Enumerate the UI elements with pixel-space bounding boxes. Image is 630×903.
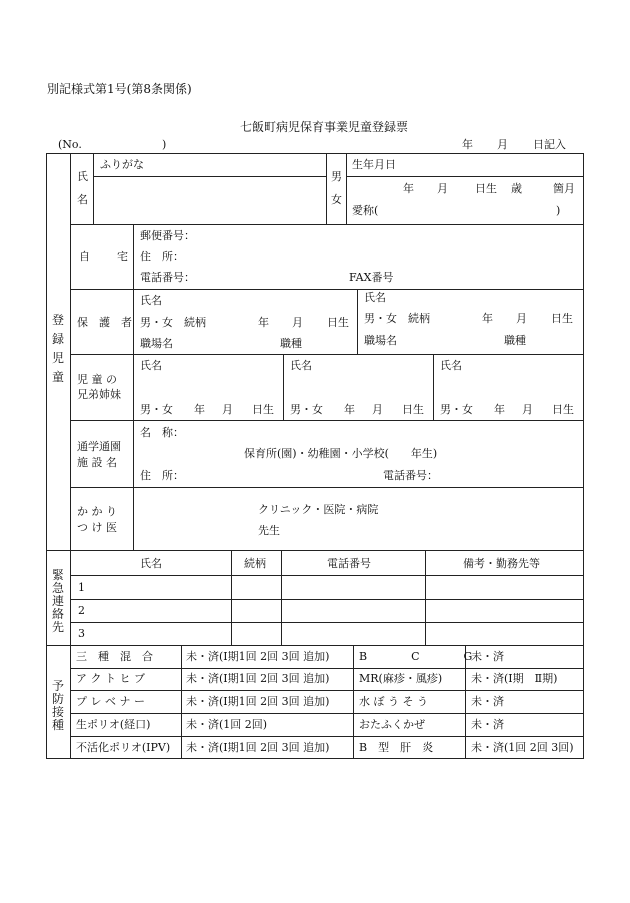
birth-date-label: 生年月日 (352, 158, 396, 171)
emergency-header-notes: 備考・勤務先等 (463, 557, 540, 570)
child-name-field[interactable] (94, 177, 325, 223)
school-name-label: 名 称： (140, 426, 184, 439)
school-type-options[interactable]: 保育所(園)・幼稚園・小学校( 年生) (244, 447, 438, 460)
date-month: 月 (497, 138, 508, 151)
siblings-label-2: 兄弟姉妹 (77, 388, 121, 401)
school-phone-label: 電話番号： (383, 469, 438, 482)
address-label: 住 所： (140, 250, 184, 263)
doctor-sensei-label: 先生 (258, 524, 280, 537)
home-label-2: 宅 (117, 250, 128, 263)
emergency-row-3: 3 (78, 627, 85, 640)
form-reference: 別記様式第1号(第8条関係) (47, 82, 192, 96)
date-year: 年 (462, 138, 473, 151)
school-label-1: 通学通園 (77, 440, 121, 453)
number-label: (No. (58, 138, 82, 151)
emergency-header-phone: 電話番号 (327, 557, 371, 570)
emergency-row-1: 1 (78, 581, 85, 594)
postal-code-label: 郵便番号： (140, 229, 195, 242)
sex-female[interactable]: 女 (331, 193, 342, 206)
date-written: 日記入 (533, 138, 566, 151)
emergency-header-relation: 続柄 (244, 557, 266, 570)
birth-year: 年 (403, 182, 414, 195)
name-label-1: 氏 (77, 170, 88, 183)
doctor-label-1: か か り (77, 505, 117, 518)
furigana-label: ふりがな (100, 158, 144, 171)
siblings-label-1: 児 童 の (77, 373, 117, 386)
page-title: 七飯町病児保育事業児童登録票 (240, 120, 409, 134)
guardian-label: 保 護 者 (77, 316, 132, 329)
sex-male[interactable]: 男 (331, 170, 342, 183)
school-label-2: 施 設 名 (77, 456, 117, 469)
name-label-2: 名 (77, 193, 88, 206)
home-label-1: 自 (79, 250, 90, 263)
number-close: ) (162, 138, 167, 151)
nickname-close: ) (556, 204, 561, 217)
birth-day: 日生 (475, 182, 497, 195)
emergency-row-2: 2 (78, 604, 85, 617)
age-label: 歳 (511, 182, 522, 195)
nickname-label: 愛称( (352, 204, 379, 217)
months-label: 箇月 (553, 182, 575, 195)
fax-label: FAX番号 (349, 271, 394, 284)
doctor-label-2: つ け 医 (77, 521, 117, 534)
emergency-header-name: 氏名 (140, 557, 162, 570)
school-address-label: 住 所： (140, 469, 184, 482)
birth-month: 月 (437, 182, 448, 195)
phone-label: 電話番号： (140, 271, 195, 284)
clinic-options[interactable]: クリニック・医院・病院 (258, 503, 379, 516)
